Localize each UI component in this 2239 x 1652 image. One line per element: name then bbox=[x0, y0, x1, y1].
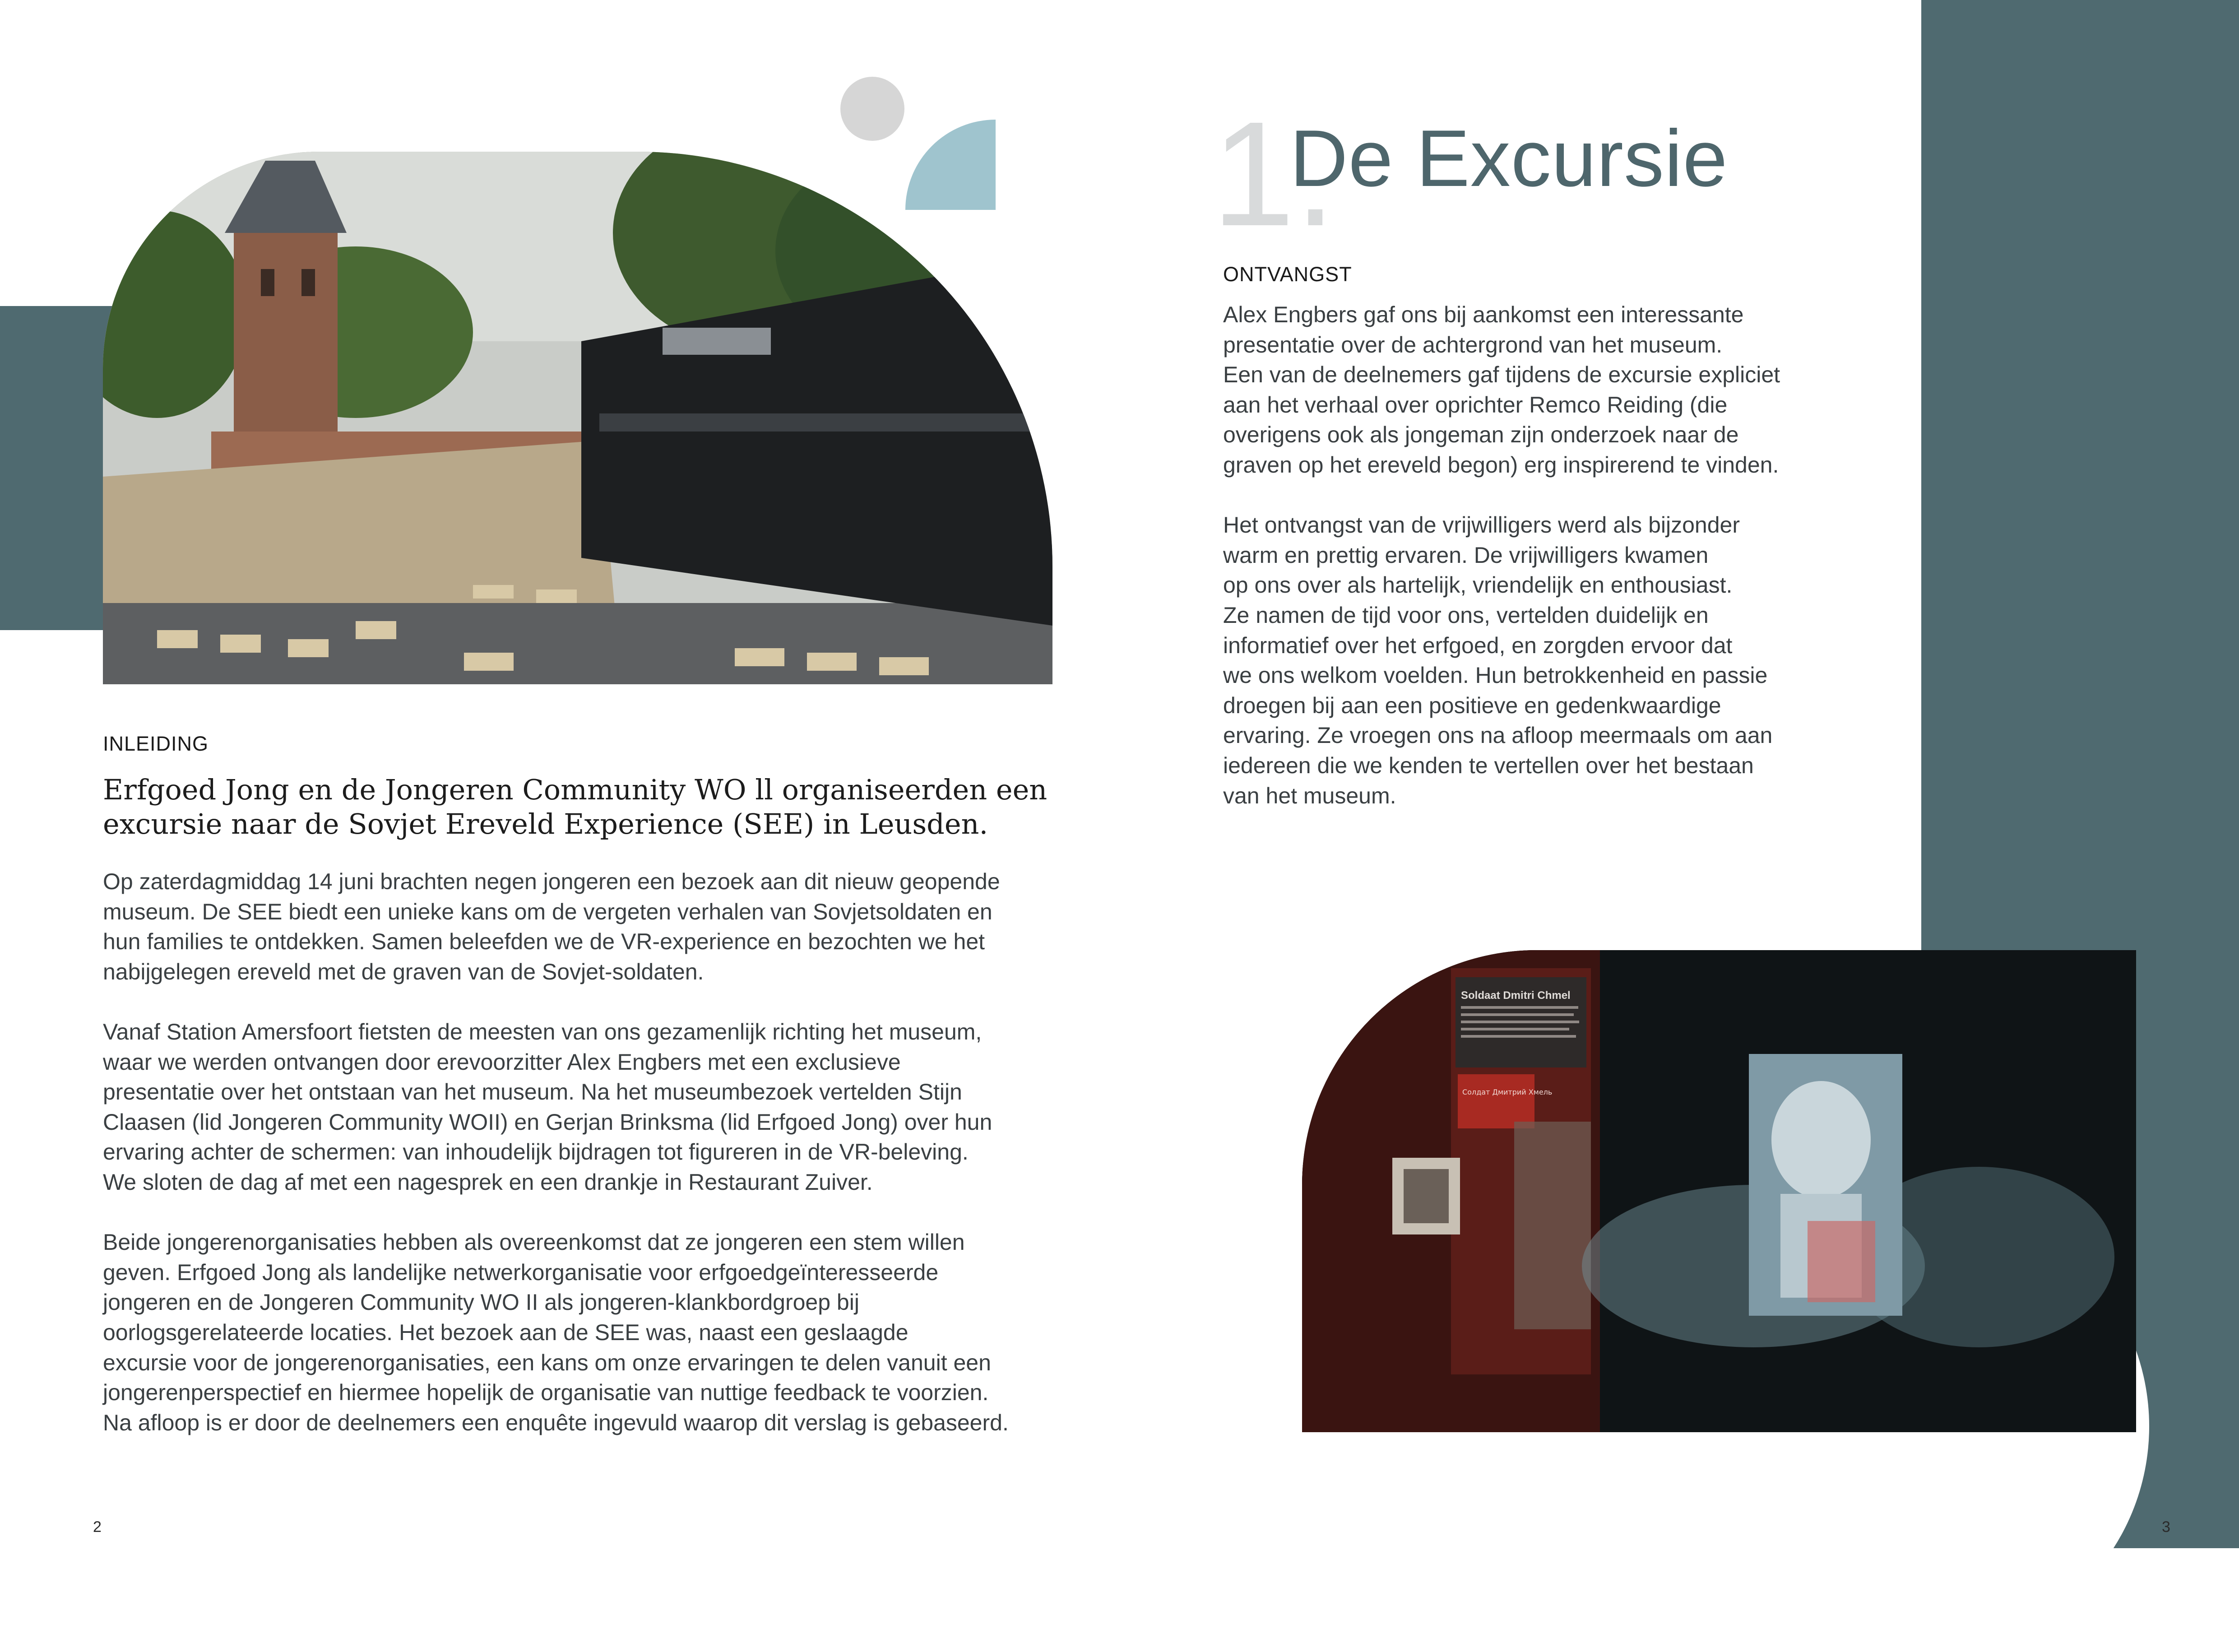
text-line: overigens ook als jongeman zijn onderzoek naar de bbox=[1223, 422, 1739, 448]
decor-circle bbox=[840, 77, 904, 141]
text-line: ervaring achter de schermen: van inhoudelijk bijdragen tot figureren in de VR-beleving. bbox=[103, 1139, 969, 1165]
left-body-text bbox=[103, 867, 1073, 1438]
text-line: van het museum. bbox=[1223, 783, 1396, 808]
text-line: hun families te ontdekken. Samen beleefden we de VR-experience en bezochten we het bbox=[103, 929, 985, 955]
text-line: Na afloop is er door de deelnemers een enquête ingevuld waarop dit verslag is gebaseerd. bbox=[103, 1410, 1009, 1435]
text-line: Claasen (lid Jongeren Community WOII) en Gerjan Brinksma (lid Erfgoed Jong) over hun bbox=[103, 1109, 992, 1135]
section-label-inleiding: INLEIDING bbox=[103, 732, 209, 755]
page-number-left: 2 bbox=[93, 1518, 102, 1536]
text-line: jongerenperspectief en hiermee hopelijk de organisatie van nuttige feedback te voorzien. bbox=[103, 1380, 989, 1406]
text-line: informatief over het erfgoed, en zorgden ervoor dat bbox=[1223, 632, 1733, 658]
text-line: Vanaf Station Amersfoort fietsten de meesten van ons gezamenlijk richting het museum, bbox=[103, 1019, 982, 1044]
text-line: We sloten de dag af met een nagesprek en een drankje in Restaurant Zuiver. bbox=[103, 1169, 873, 1195]
museum-exterior-illustration bbox=[103, 152, 1052, 684]
sign-title: Soldaat Dmitri Chmel bbox=[1461, 989, 1571, 1002]
text-line: Een van de deelnemers gaf tijdens de excursie expliciet bbox=[1223, 362, 1780, 388]
text-line: ervaring. Ze vroegen ons na afloop meermaals om aan bbox=[1223, 723, 1773, 748]
page-number-right: 3 bbox=[2162, 1518, 2170, 1536]
text-line: presentatie over het ontstaan van het museum. Na het museumbezoek vertelden Stijn bbox=[103, 1079, 962, 1105]
decor-quarter-circle bbox=[905, 120, 996, 210]
text-line: we ons welkom voelden. Hun betrokkenheid en passie bbox=[1223, 663, 1768, 688]
museum-exterior-photo bbox=[103, 152, 1052, 684]
chapter-title: De Excursie bbox=[1290, 113, 1728, 203]
lead-paragraph: Erfgoed Jong en de Jongeren Community WO ll organiseerden een excursie naar de Sovjet Ereveld Experience (SEE) in Leusden. bbox=[103, 773, 1048, 840]
chapter-number: 1. bbox=[1212, 90, 1336, 257]
text-line: Alex Engbers gaf ons bij aankomst een interessante bbox=[1223, 302, 1744, 327]
text-line: Beide jongerenorganisaties hebben als overeenkomst dat ze jongeren een stem willen bbox=[103, 1230, 965, 1255]
exhibition-illustration bbox=[1302, 950, 2136, 1432]
text-line: op ons over als hartelijk, vriendelijk en enthousiast. bbox=[1223, 572, 1733, 598]
text-line: nabijgelegen ereveld met de graven van de Sovjet-soldaten. bbox=[103, 959, 704, 984]
text-line: iedereen die we kenden te vertellen over het bestaan bbox=[1223, 752, 1754, 778]
text-line: Ze namen de tijd voor ons, vertelden duidelijk en bbox=[1223, 602, 1709, 628]
text-line: Op zaterdagmiddag 14 juni brachten negen jongeren een bezoek aan dit nieuw geopende bbox=[103, 869, 1000, 894]
text-line: museum. De SEE biedt een unieke kans om de vergeten verhalen van Sovjetsoldaten en bbox=[103, 899, 992, 924]
text-line: geven. Erfgoed Jong als landelijke netwerkorganisatie voor erfgoedgeïnteresseerde bbox=[103, 1259, 939, 1285]
bottom-margin-cover bbox=[1698, 1548, 2239, 1583]
text-line: excursie voor de jongerenorganisaties, een kans om onze ervaringen te delen vanuit een bbox=[103, 1350, 991, 1375]
text-line: warm en prettig ervaren. De vrijwilligers kwamen bbox=[1223, 542, 1709, 568]
text-line: Het ontvangst van de vrijwilligers werd als bijzonder bbox=[1223, 512, 1740, 538]
sign-cyrillic: Солдат Дмитрий Хмель bbox=[1462, 1088, 1553, 1096]
text-line: graven op het ereveld begon) erg inspirerend te vinden. bbox=[1223, 452, 1779, 478]
text-line: oorlogsgerelateerde locaties. Het bezoek aan de SEE was, naast een geslaagde bbox=[103, 1319, 909, 1345]
right-body-text bbox=[1223, 300, 1855, 811]
exhibition-photo bbox=[1302, 950, 2136, 1432]
text-line: droegen bij aan een positieve en gedenkwaardige bbox=[1223, 692, 1721, 718]
text-line: aan het verhaal over oprichter Remco Reiding (die bbox=[1223, 392, 1728, 418]
text-line: presentatie over de achtergrond van het museum. bbox=[1223, 332, 1723, 357]
text-line: jongeren en de Jongeren Community WO II als jongeren-klankbordgroep bij bbox=[103, 1290, 859, 1315]
section-label-ontvangst: ONTVANGST bbox=[1223, 263, 1352, 286]
text-line: waar we werden ontvangen door erevoorzitter Alex Engbers met een exclusieve bbox=[103, 1049, 901, 1075]
